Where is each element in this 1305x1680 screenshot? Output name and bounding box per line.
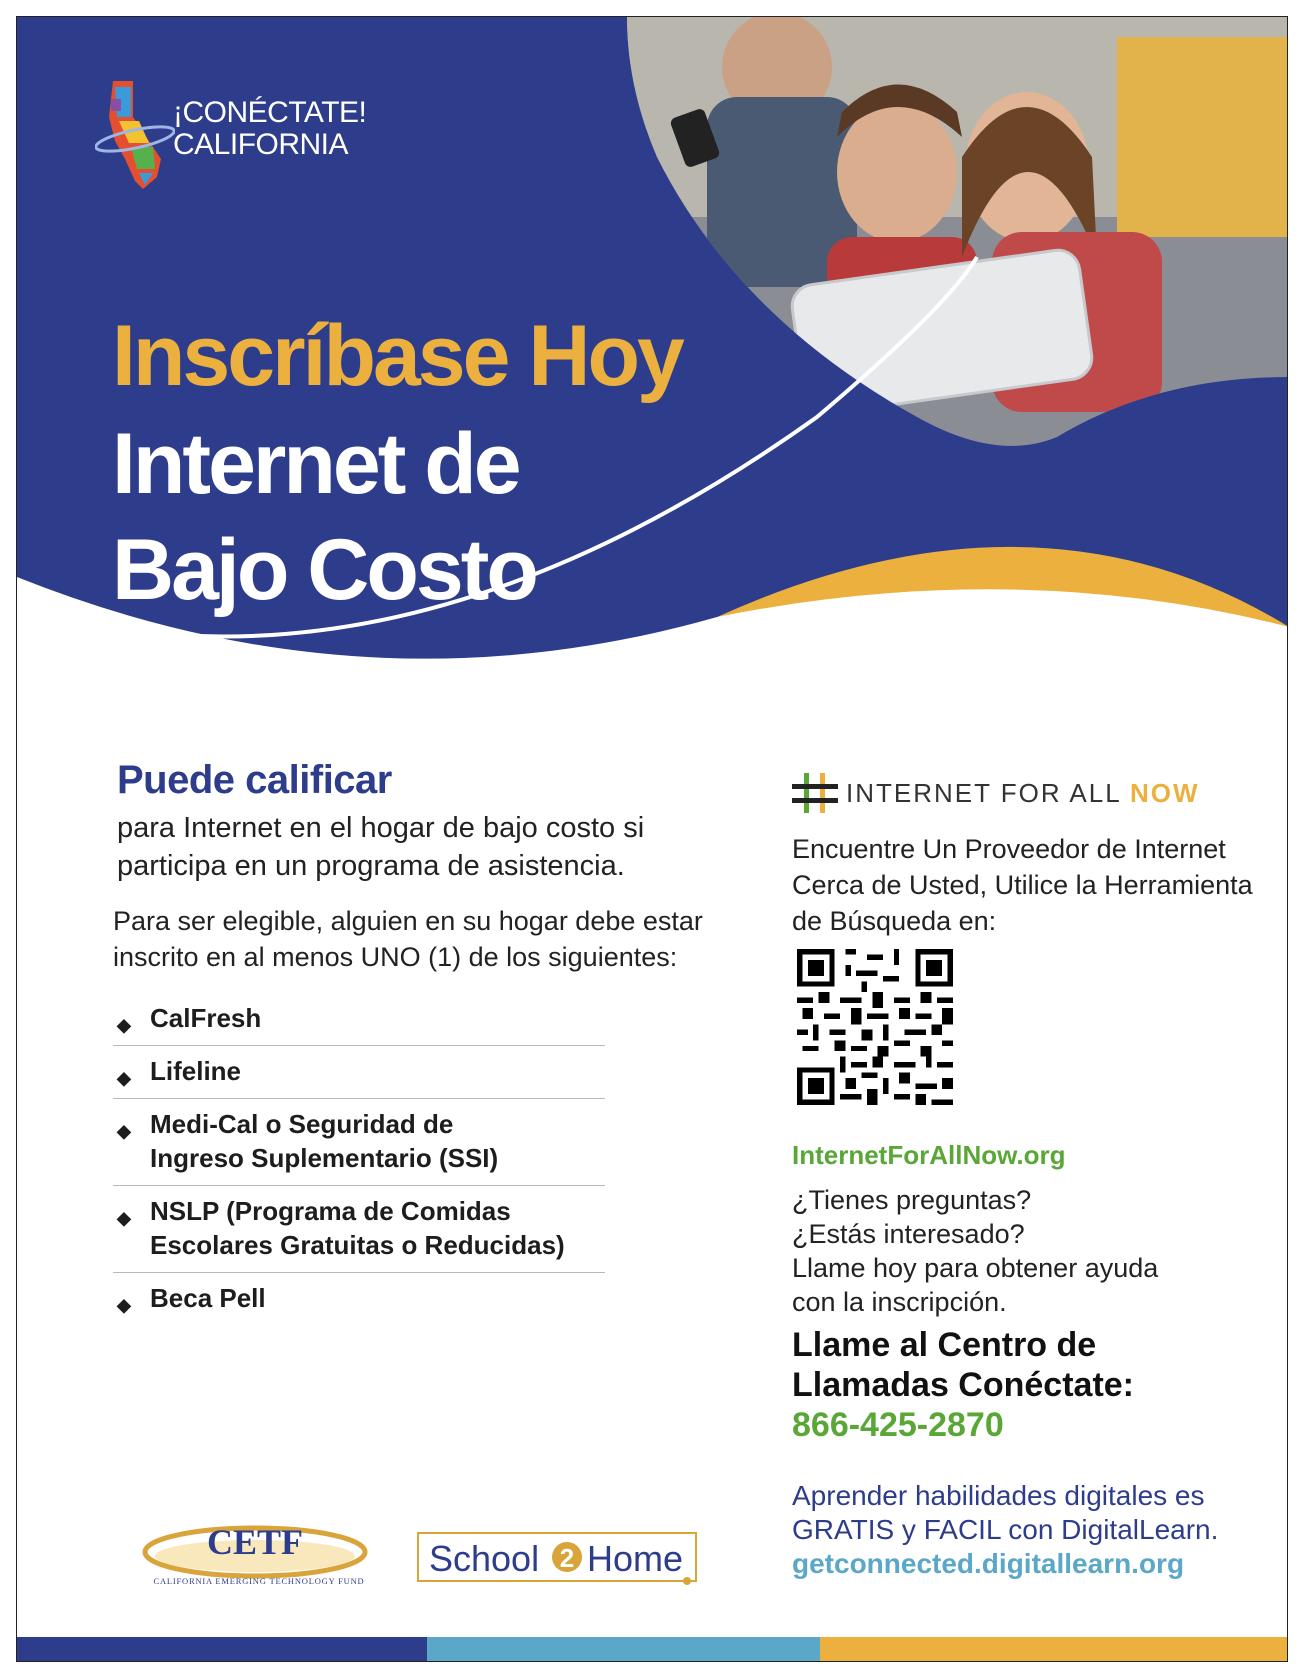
learn-line1: Aprender habilidades digitales es [792, 1480, 1205, 1511]
qr-code[interactable] [797, 949, 953, 1105]
program-list [113, 993, 605, 1325]
program-label: Beca Pell [150, 1283, 266, 1313]
logo-line1: ¡CONÉCTATE! [173, 96, 367, 129]
headline-enroll: Inscríbase Hoy [112, 308, 682, 404]
s2h-number: 2 [559, 1543, 575, 1573]
call-center-title [792, 1325, 1272, 1405]
list-item [113, 1046, 605, 1099]
qualify-title: Puede calificar [117, 758, 392, 802]
diamond-bullet-icon: ◆ [117, 1295, 131, 1315]
logo-text [173, 97, 366, 161]
headline-internet: Internet de [112, 416, 519, 512]
digitallearn-link[interactable]: getconnected.digitallearn.org [792, 1548, 1185, 1579]
list-item [113, 1186, 605, 1273]
list-item [113, 993, 605, 1046]
program-label: CalFresh [150, 1003, 262, 1033]
school2home-logo [417, 1529, 707, 1587]
questions-block [792, 1183, 1272, 1319]
diamond-bullet-icon: ◆ [117, 1015, 131, 1035]
call-line2: Llamadas Conéctate: [792, 1366, 1134, 1404]
program-label: NSLP (Programa de Comidas Escolares Gratuitas o Reducidas) [150, 1196, 565, 1260]
call-line1: Llame al Centro de [792, 1326, 1097, 1364]
qualify-subtitle: para Internet en el hogar de bajo costo si participa en un programa de asistencia. [117, 812, 645, 882]
digitallearn-text [792, 1479, 1272, 1547]
qualify-section [113, 757, 717, 1325]
program-label: Medi-Cal o Seguridad de Ingreso Suplementario (SSI) [150, 1109, 499, 1173]
cetf-full-name: CALIFORNIA EMERGING TECHNOLOGY FUND [153, 1576, 365, 1586]
phone-number-link[interactable]: 866-425-2870 [792, 1406, 1004, 1444]
hashtag-icon [792, 773, 838, 813]
cetf-logo [137, 1512, 382, 1592]
question-line: con la inscripción. [792, 1287, 1007, 1317]
find-provider-text: Encuentre Un Proveedor de Internet Cerca de Usted, Utilice la Herramienta de Búsqueda en: [792, 834, 1253, 936]
eligibility-text: Para ser elegible, alguien en su hogar debe estar inscrito en al menos UNO (1) de los siguientes: [113, 906, 703, 972]
school-text: School [429, 1538, 540, 1579]
california-puzzle-icon [95, 77, 175, 197]
home-text: Home [587, 1538, 684, 1579]
program-label: Lifeline [150, 1056, 242, 1086]
cetf-text: CETF [206, 1522, 304, 1562]
flyer [16, 16, 1288, 1662]
resources-section [792, 773, 1272, 1581]
diamond-bullet-icon: ◆ [117, 1208, 131, 1228]
question-line: Llame hoy para obtener ayuda [792, 1253, 1159, 1283]
ifan-brand-now: NOW [1129, 777, 1200, 808]
ifan-brand [846, 778, 1200, 809]
diamond-bullet-icon: ◆ [117, 1068, 131, 1088]
stripe-gold [820, 1637, 1288, 1661]
ifan-brand-text: INTERNET FOR ALL [846, 777, 1130, 808]
internet-for-all-now-logo [792, 773, 1272, 813]
headline-low-cost: Bajo Costo [112, 522, 536, 618]
list-item [113, 1273, 605, 1325]
stripe-navy [17, 1637, 427, 1661]
question-line: ¿Estás interesado? [792, 1219, 1025, 1249]
stripe-teal [427, 1637, 820, 1661]
learn-line2: GRATIS y FACIL con DigitalLearn. [792, 1514, 1219, 1545]
list-item [113, 1099, 605, 1186]
diamond-bullet-icon: ◆ [117, 1121, 131, 1141]
conectate-california-logo [95, 77, 395, 197]
logo-line2: CALIFORNIA [173, 128, 349, 161]
internetforallnow-link[interactable]: InternetForAllNow.org [792, 1140, 1066, 1170]
question-line: ¿Tienes preguntas? [792, 1185, 1032, 1215]
